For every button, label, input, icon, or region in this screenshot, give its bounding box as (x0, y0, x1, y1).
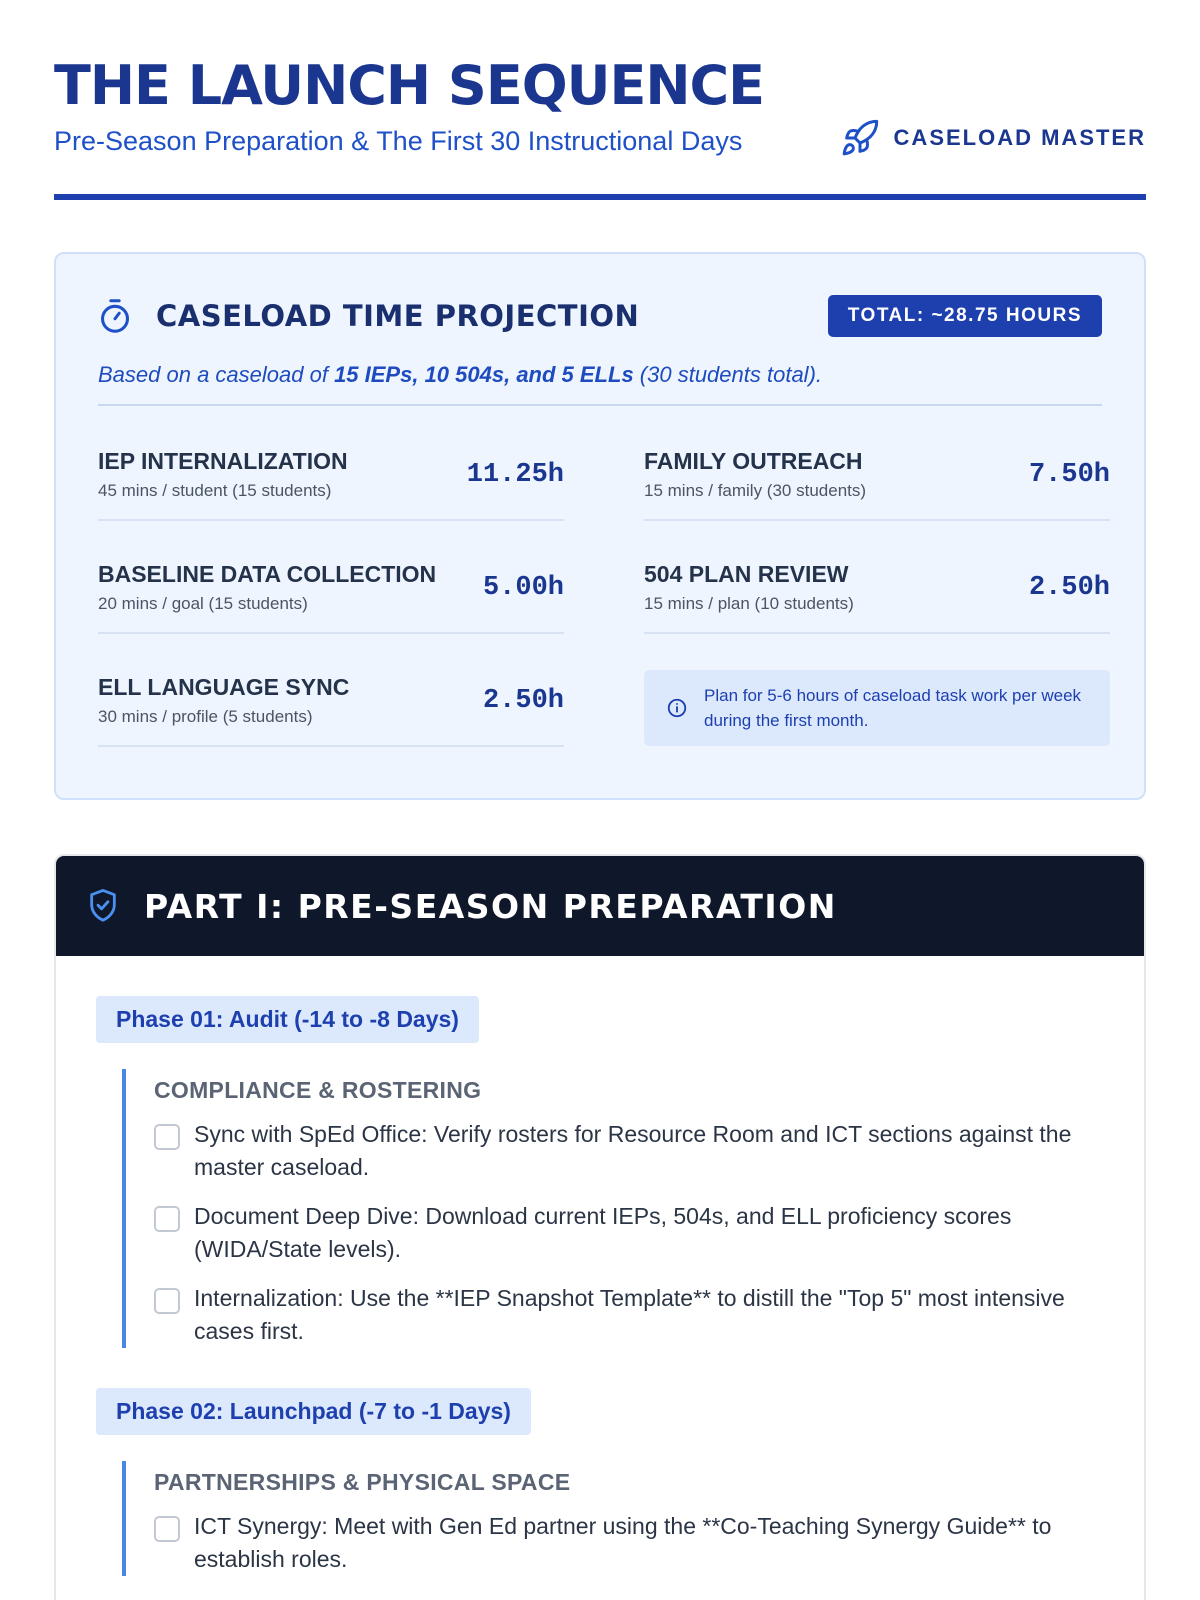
task-item (154, 1282, 1104, 1348)
metric-label: FAMILY OUTREACH (644, 448, 863, 474)
page-subtitle: Pre-Season Preparation & The First 30 Instructional Days (54, 126, 743, 156)
task-checkbox[interactable] (154, 1206, 180, 1232)
metrics-grid (98, 430, 1110, 769)
info-icon (666, 697, 688, 719)
metric-rate: 15 mins / plan (10 students) (644, 594, 854, 613)
task-checkbox[interactable] (154, 1124, 180, 1150)
task-text: Internalization: Use the **IEP Snapshot Template** to distill the "Top 5" most intensive cases first. (194, 1285, 1065, 1344)
rocket-icon (840, 118, 880, 158)
task-text: Sync with SpEd Office: Verify rosters for Resource Room and ICT sections against the master caseload. (194, 1121, 1072, 1180)
metric-rate: 20 mins / goal (15 students) (98, 594, 308, 613)
note-text: Plan for 5-6 hours of caseload task work per week during the first month. (704, 686, 1082, 730)
metric-ell-sync (98, 656, 564, 747)
metric-label: BASELINE DATA COLLECTION (98, 561, 437, 587)
task-item (154, 1510, 1104, 1576)
brand (840, 118, 1146, 158)
metric-label: ELL LANGUAGE SYNC (98, 674, 350, 700)
metric-value: 7.50h (1028, 459, 1110, 490)
basis-suffix: (30 students total). (633, 362, 823, 387)
shield-check-icon (86, 887, 120, 925)
caseload-basis (98, 344, 1102, 406)
basis-counts: 15 IEPs, 10 504s, and 5 ELLs (334, 362, 634, 387)
timer-icon (98, 298, 132, 334)
page-header (54, 0, 1146, 200)
task-item (154, 1118, 1104, 1184)
brand-name: CASELOAD MASTER (893, 125, 1146, 150)
part-one-title: PART I: PRE-SEASON PREPARATION (144, 886, 837, 926)
metric-label: 504 PLAN REVIEW (644, 561, 849, 587)
task-item (154, 1200, 1104, 1266)
metric-family-outreach (644, 430, 1110, 521)
weekly-plan-note (644, 670, 1110, 746)
task-checkbox[interactable] (154, 1516, 180, 1542)
section-heading: PARTNERSHIPS & PHYSICAL SPACE (154, 1469, 571, 1495)
phase-02-block (122, 1461, 1104, 1576)
metric-value: 11.25h (466, 459, 564, 490)
phase-01-label: Phase 01: Audit (-14 to -8 Days) (96, 996, 479, 1043)
metric-value: 2.50h (482, 685, 564, 716)
phase-01-block (122, 1069, 1104, 1348)
page-title: THE LAUNCH SEQUENCE (54, 54, 765, 117)
phase-02-wrapper (96, 1388, 1104, 1576)
task-checkbox[interactable] (154, 1288, 180, 1314)
time-projection-card (54, 252, 1146, 800)
metric-value: 2.50h (1028, 572, 1110, 603)
note-wrapper (644, 656, 1110, 769)
task-text: Document Deep Dive: Download current IEPs, 504s, and ELL proficiency scores (WIDA/State levels). (194, 1203, 1012, 1262)
metric-rate: 30 mins / profile (5 students) (98, 707, 313, 726)
metric-504-review (644, 543, 1110, 634)
part-one-header (56, 856, 1144, 956)
metric-baseline-data (98, 543, 564, 634)
metric-label: IEP INTERNALIZATION (98, 448, 348, 474)
metric-value: 5.00h (482, 572, 564, 603)
basis-prefix: Based on a caseload of (98, 362, 335, 387)
metric-iep-internalization (98, 430, 564, 521)
phase-02-label: Phase 02: Launchpad (-7 to -1 Days) (96, 1388, 531, 1435)
metric-rate: 45 mins / student (15 students) (98, 481, 332, 500)
part-one-body (56, 956, 1144, 1576)
projection-header (98, 288, 1102, 344)
task-text: ICT Synergy: Meet with Gen Ed partner using the **Co-Teaching Synergy Guide** to establish roles. (194, 1513, 1052, 1572)
total-hours-badge: TOTAL: ~28.75 HOURS (828, 295, 1102, 337)
metric-rate: 15 mins / family (30 students) (644, 481, 867, 500)
projection-title: CASELOAD TIME PROJECTION (156, 299, 640, 333)
section-heading: COMPLIANCE & ROSTERING (154, 1077, 482, 1103)
part-one-section (54, 854, 1146, 1600)
